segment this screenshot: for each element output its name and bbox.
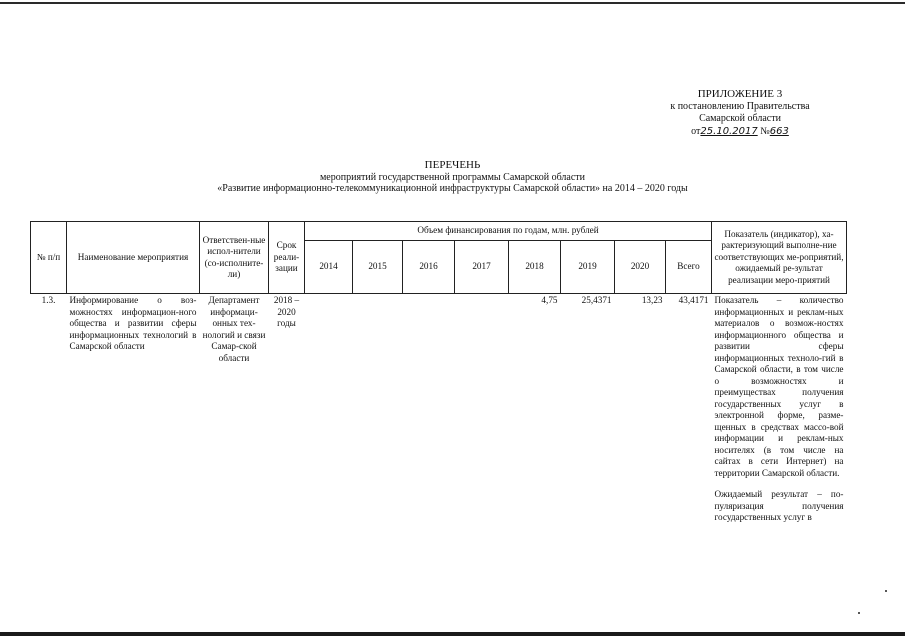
row-name: Информирование о воз-можностях информацион-ного общества и развитии сферы информационных технологий в Самарской области: [69, 295, 197, 351]
expected-result-paragraph: Ожидаемый результат – по-пуляризация получения государственных услуг в: [714, 489, 844, 522]
title-heading: ПЕРЕЧЕНЬ: [424, 159, 481, 171]
title-line2: «Развитие информационно-телекоммуникационной инфраструктуры Самарской области» на 2014 – 2020 годы: [217, 183, 688, 194]
appendix-line1: к постановлению Правительства: [670, 100, 810, 112]
header-year: 2015: [353, 241, 403, 294]
header-name: Наименование мероприятия: [67, 222, 200, 294]
header-year: 2016: [403, 241, 455, 294]
header-num: № п/п: [31, 222, 67, 294]
row-value-2017: [455, 294, 509, 547]
header-funding: Объем финансирования по годам, млн. рублей: [305, 222, 712, 241]
row-value-2014: [305, 294, 353, 547]
handwritten-date: 25.10.2017: [700, 125, 758, 137]
row-value-2016: [403, 294, 455, 547]
title-line1: мероприятий государственной программы Самарской области: [319, 171, 586, 183]
row-value-2020: 13,23: [641, 295, 663, 305]
table-row: [31, 294, 847, 547]
header-year: 2020: [615, 241, 666, 294]
header-year: 2014: [305, 241, 353, 294]
header-year: 2018: [509, 241, 561, 294]
row-value-2018: 4,75: [541, 295, 558, 305]
measures-table: [30, 221, 847, 546]
row-indicator: [712, 294, 847, 547]
appendix-date-line: [640, 126, 840, 139]
header-year: 2019: [561, 241, 615, 294]
document-title: [120, 160, 785, 195]
scan-speck: [885, 590, 887, 592]
header-indicator: Показатель (индикатор), ха-рактеризующий выполне-ние соответствующих ме-роприятий, ожидаемый ре-зультат реализации меро-приятий: [712, 222, 847, 294]
header-term: Срок реали-зации: [269, 222, 305, 294]
row-num: 1.3.: [41, 295, 56, 305]
header-year: 2017: [455, 241, 509, 294]
row-value-2015: [353, 294, 403, 547]
row-term: 2018 – 2020 годы: [273, 295, 300, 328]
bottom-border-line: [0, 632, 905, 636]
scan-speck: [858, 612, 860, 614]
number-prefix: №: [760, 125, 770, 137]
handwritten-number: 663: [769, 125, 789, 137]
appendix-block: [640, 88, 840, 138]
appendix-line2: Самарской области: [699, 113, 781, 124]
indicator-paragraph: Показатель – количество информационных и реклам-ных материалов о возмож-ностях информационного общества и развитии сферы информационных техноло-гий в Самарской области, в том числе о возможностях и преимуществах получения государственных услуг в электронной форме, разме-щенных в средствах массо-вой информации и реклам-ных носителях (в том числе на сайтах в сети Интернет) на территории Самарской области.: [714, 295, 844, 478]
header-responsible: Ответствен-ные испол-нители (со-исполните-ли): [200, 222, 269, 294]
row-responsible: Департамент информаци-онных тех-нологий и связи Самар-ской области: [202, 295, 266, 363]
date-prefix: от: [691, 125, 701, 137]
row-value-total: 43,4171: [678, 295, 709, 305]
top-border-line: [0, 2, 905, 4]
header-total: Всего: [666, 241, 712, 294]
appendix-title: ПРИЛОЖЕНИЕ 3: [697, 88, 783, 100]
row-value-2019: 25,4371: [581, 295, 612, 305]
table-header-row-1: [31, 222, 847, 241]
